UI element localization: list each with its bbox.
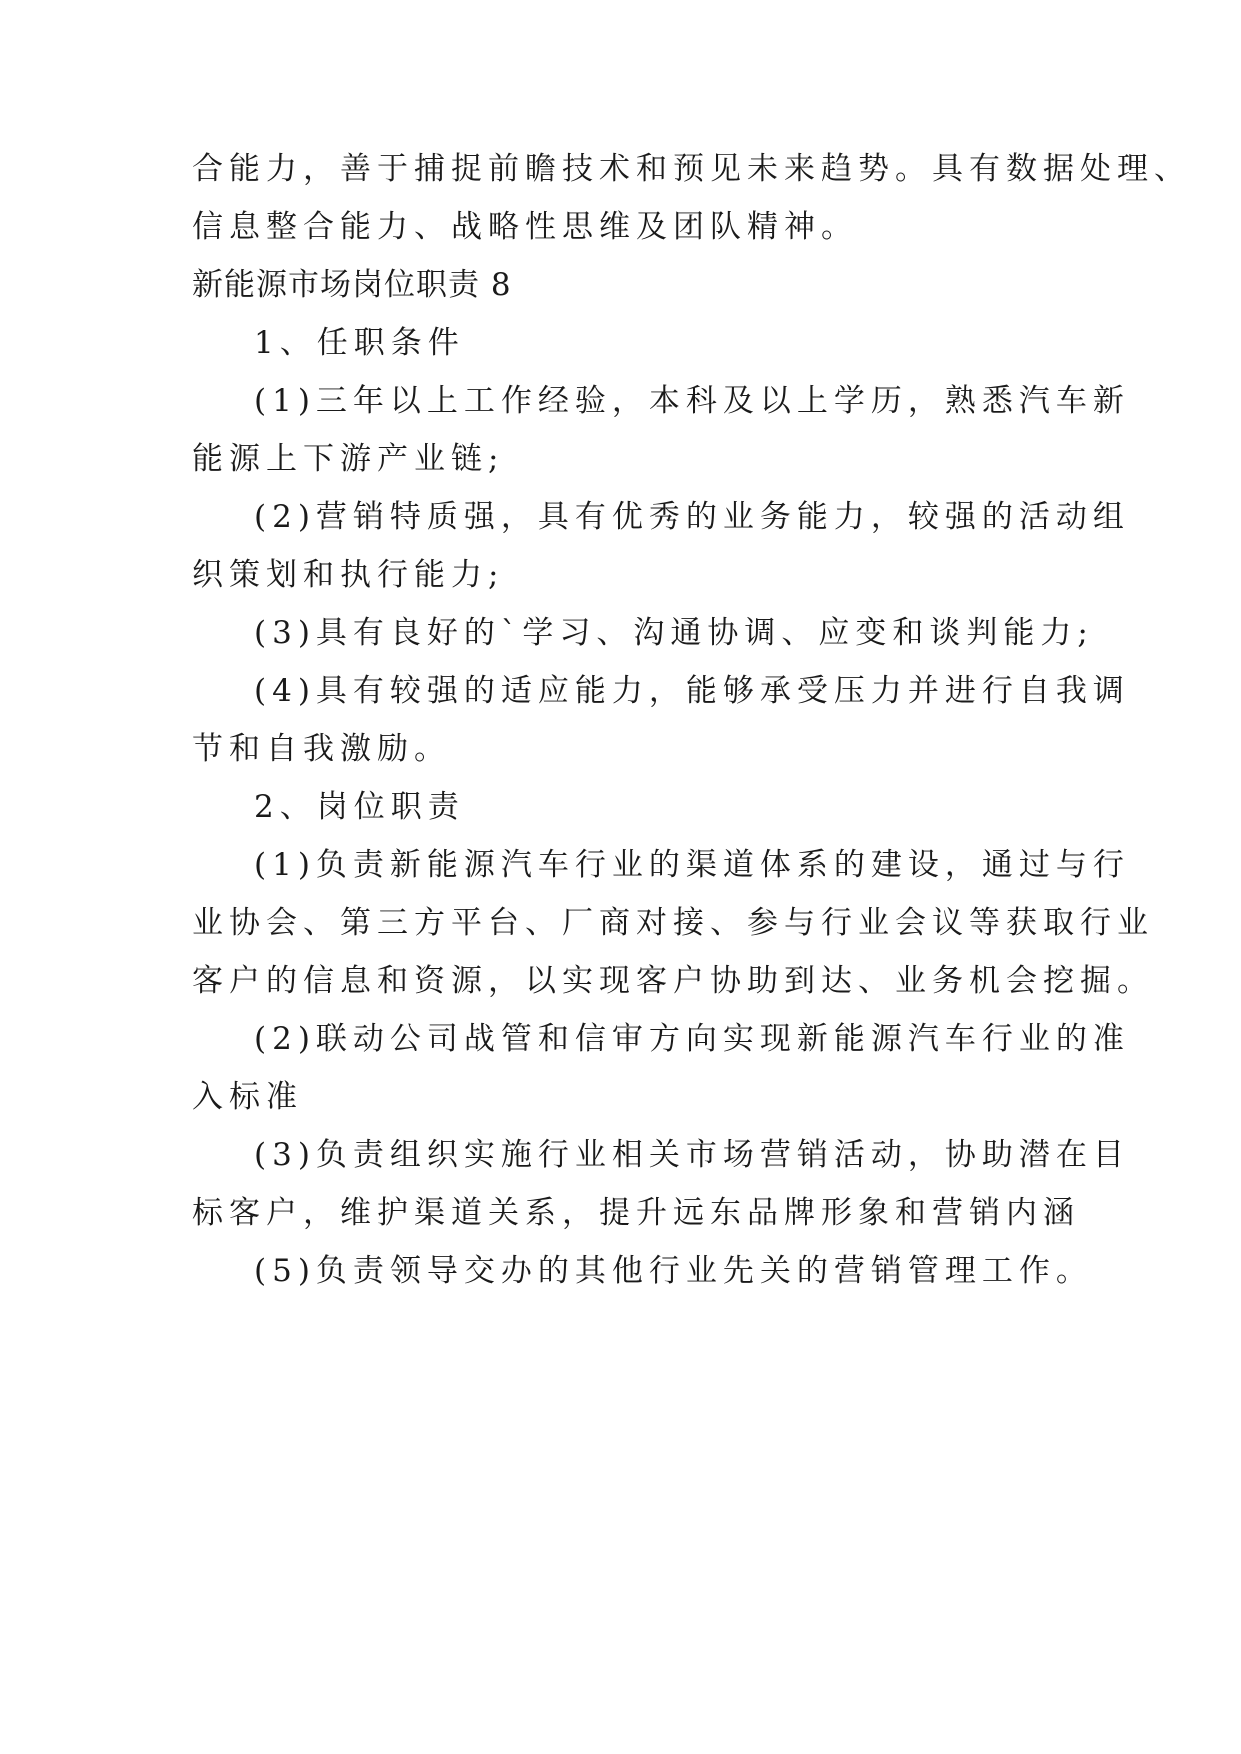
- paragraph-line: 合能力，善于捕捉前瞻技术和预见未来趋势。具有数据处理、: [192, 151, 1191, 187]
- list-item-line: (3)负责组织实施行业相关市场营销活动，协助潜在目: [254, 1137, 1130, 1173]
- list-item-line: 标客户，维护渠道关系，提升远东品牌形象和营销内涵: [192, 1195, 1080, 1231]
- list-item-line: (4)具有较强的适应能力，能够承受压力并进行自我调: [254, 673, 1130, 709]
- list-item-line: (2)联动公司战管和信审方向实现新能源汽车行业的准: [254, 1021, 1130, 1057]
- list-item-line: (3)具有良好的`学习、沟通协调、应变和谈判能力;: [254, 615, 1094, 651]
- subsection-heading: 2、岗位职责: [254, 789, 465, 825]
- list-item-line: 能源上下游产业链;: [192, 441, 505, 477]
- list-item-line: (5)负责领导交办的其他行业先关的营销管理工作。: [254, 1253, 1093, 1289]
- list-item-line: (1)三年以上工作经验，本科及以上学历，熟悉汽车新: [254, 383, 1130, 419]
- list-item-line: 织策划和执行能力;: [192, 557, 505, 593]
- list-item-line: 入标准: [192, 1079, 303, 1115]
- list-item-line: 客户的信息和资源，以实现客户协助到达、业务机会挖掘。: [192, 963, 1154, 999]
- list-item-line: 节和自我激励。: [192, 731, 451, 767]
- list-item-line: (1)负责新能源汽车行业的渠道体系的建设，通过与行: [254, 847, 1130, 883]
- subsection-heading: 1、任职条件: [254, 325, 465, 361]
- section-heading: 新能源市场岗位职责 8: [192, 267, 512, 303]
- paragraph-line: 信息整合能力、战略性思维及团队精神。: [192, 209, 858, 245]
- list-item-line: 业协会、第三方平台、厂商对接、参与行业会议等获取行业: [192, 905, 1154, 941]
- list-item-line: (2)营销特质强，具有优秀的业务能力，较强的活动组: [254, 499, 1130, 535]
